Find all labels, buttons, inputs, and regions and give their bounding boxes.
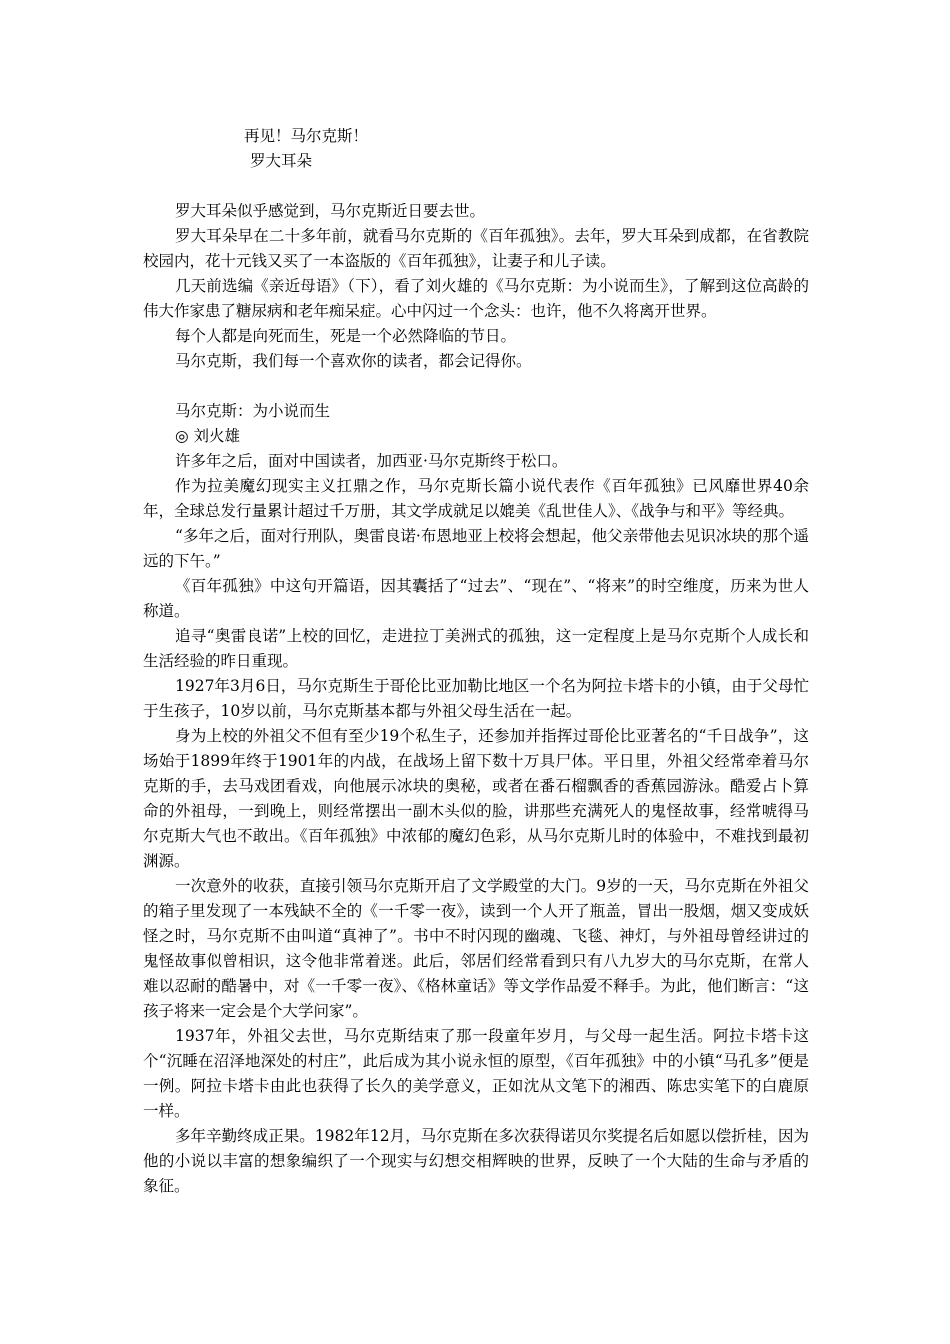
article-paragraph: 1927年3月6日，马尔克斯生于哥伦比亚加勒比地区一个名为阿拉卡塔卡的小镇，由于父母忙于生孩子，10岁以前，马尔克斯基本都与外祖父母生活在一起。 xyxy=(143,677,809,720)
article-title: 马尔克斯：为小说而生 xyxy=(175,402,331,420)
article-section xyxy=(143,399,809,1199)
article-paragraph: 作为拉美魔幻现实主义扛鼎之作，马尔克斯长篇小说代表作《百年孤独》已风靡世界40余年，全球总发行量累计超过千万册，其文学成就足以媲美《乱世佳人》、《战争与和平》等经典。 xyxy=(143,477,809,520)
article-paragraph: 许多年之后，面对中国读者，加西亚·马尔克斯终于松口。 xyxy=(175,452,568,470)
article-paragraph: 一次意外的收获，直接引领马尔克斯开启了文学殿堂的大门。9岁的一天，马尔克斯在外祖父的箱子里发现了一本残缺不全的《一千零一夜》，读到一个人开了瓶盖，冒出一股烟，烟又变成妖怪之时，马尔克斯不由叫道“真神了”。书中不时闪现的幽魂、飞毯、神灯，与外祖母曾经讲过的鬼怪故事似曾相识，这令他非常着迷。此后，邻居们经常看到只有八九岁大的马尔克斯，在常人难以忍耐的酷暑中，对《一千零一夜》、《格林童话》等文学作品爱不释手。为此，他们断言：“这孩子将来一定会是个大学问家”。 xyxy=(143,877,809,1020)
article-byline: ◎ 刘火雄 xyxy=(175,427,240,445)
article-paragraph: 多年辛勤终成正果。1982年12月，马尔克斯在多次获得诺贝尔奖提名后如愿以偿折桂，因为他的小说以丰富的想象编织了一个现实与幻想交相辉映的世界，反映了一个大陆的生命与矛盾的象征。 xyxy=(143,1127,809,1195)
article-paragraph: 追寻“奥雷良诺”上校的回忆，走进拉丁美洲式的孤独，这一定程度上是马尔克斯个人成长和生活经验的昨日重现。 xyxy=(143,627,809,670)
article-paragraph: 身为上校的外祖父不但有至少19个私生子，还参加并指挥过哥伦比亚著名的“千日战争”，这场始于1899年终于1901年的内战，在战场上留下数十万具尸体。平日里，外祖父经常牵着马尔克斯的手，去马戏团看戏，向他展示冰块的奥秘，或者在番石榴飘香的香蕉园游泳。酷爱占卜算命的外祖母，一到晚上，则经常摆出一副木头似的脸，讲那些充满死人的鬼怪故事，经常唬得马尔克斯大气也不敢出。《百年孤独》中浓郁的魔幻色彩，从马尔克斯儿时的体验中，不难找到最初渊源。 xyxy=(143,727,809,870)
intro-paragraph: 几天前选编《亲近母语》（下），看了刘火雄的《马尔克斯：为小说而生》，了解到这位高龄的伟大作家患了糖尿病和老年痴呆症。心中闪过一个念头：也许，他不久将离开世界。 xyxy=(143,277,809,320)
document-author: 罗大耳朵 xyxy=(250,152,313,170)
article-paragraph: “多年之后，面对行刑队，奥雷良诺·布恩地亚上校将会想起，他父亲带他去见识冰块的那个遥远的下午。” xyxy=(143,527,809,570)
article-paragraph: 《百年孤独》中这句开篇语，因其囊括了“过去”、“现在”、“将来”的时空维度，历来为世人称道。 xyxy=(143,577,809,620)
intro-paragraph: 马尔克斯，我们每一个喜欢你的读者，都会记得你。 xyxy=(175,352,532,370)
document-title: 再见！马尔克斯！ xyxy=(244,127,369,145)
intro-section xyxy=(143,199,809,374)
intro-paragraph: 罗大耳朵似乎感觉到，马尔克斯近日要去世。 xyxy=(175,202,486,220)
intro-paragraph: 罗大耳朵早在二十多年前，就看马尔克斯的《百年孤独》。去年，罗大耳朵到成都，在省教院校园内，花十元钱又买了一本盗版的《百年孤独》，让妻子和儿子读。 xyxy=(143,227,809,270)
intro-paragraph: 每个人都是向死而生，死是一个必然降临的节日。 xyxy=(175,327,517,345)
article-paragraph: 1937年，外祖父去世，马尔克斯结束了那一段童年岁月，与父母一起生活。阿拉卡塔卡这个“沉睡在沼泽地深处的村庄”，此后成为其小说永恒的原型，《百年孤独》中的小镇“马孔多”便是一例。阿拉卡塔卡由此也获得了长久的美学意义，正如沈从文笔下的湘西、陈忠实笔下的白鹿原一样。 xyxy=(143,1027,809,1120)
